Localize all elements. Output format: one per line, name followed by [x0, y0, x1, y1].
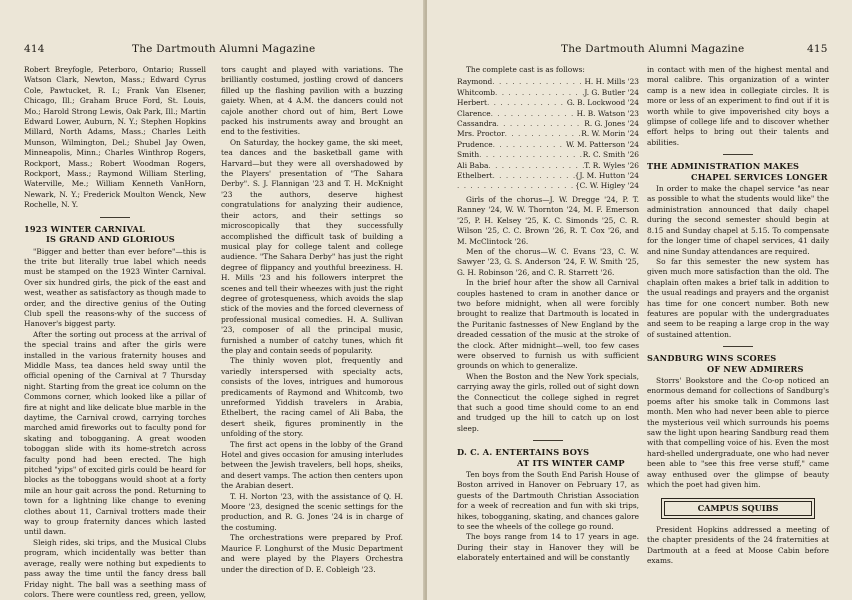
cast-list	[457, 77, 639, 191]
right-column-1	[457, 65, 639, 564]
cast-actor: T. R. Wyles '26	[584, 160, 639, 170]
carnival-paragraph: In the brief hour after the show all Carnival couples hastened to cram in another dance or two before midnight, when all were forcibly brought to realize that Dartmouth is located in the Puritanic fastnesses of New England by the dreaded cessation of the music at the stroke of the clock. After midnight—well, too few cases were observed to furnish us with sufficient grounds on which to generalize.	[457, 278, 639, 371]
cast-role: Raymond	[457, 77, 493, 87]
sandburg-heading-line2: OF NEW ADMIRERS	[707, 363, 804, 374]
right-page	[427, 0, 852, 600]
left-column-2	[221, 65, 403, 575]
cast-role: Cassandra	[457, 119, 497, 129]
cast-role: Whitcomb	[457, 87, 496, 97]
dca-heading	[457, 447, 639, 468]
cast-actor: J. G. Butler '24	[584, 87, 639, 97]
dca-heading-line1: D. C. A. ENTERTAINS BOYS	[457, 447, 590, 458]
carnival-heading	[24, 224, 206, 245]
sandburg-heading	[647, 353, 829, 374]
section-divider	[723, 346, 753, 347]
sandburg-heading-line1: SANDBURG WINS SCORES	[647, 353, 777, 364]
cast-row	[457, 150, 639, 160]
cast-intro: The complete cast is as follows:	[466, 65, 585, 74]
cast-row	[457, 181, 639, 191]
cast-actor: R. G. Jones '24	[584, 119, 639, 129]
cast-row	[457, 161, 639, 171]
cast-actor: R. C. Smith '26	[582, 150, 639, 160]
carnival-heading-line1: 1923 WINTER CARNIVAL	[24, 223, 145, 234]
carnival-paragraph: The thinly woven plot, frequently and variedly interspersed with specialty acts, consists of the loves, intrigues and humorous predicaments of Raymond and Whitcomb, two unreformed Yiddish travelers in Arabia, Ethelbert, the racing camel of Ali Baba, the desert sheik, figures prominently in the unfolding of the story.	[221, 356, 403, 439]
cast-role: Prudence	[457, 139, 493, 149]
names-list-continuation: Robert Breyfogle, Peterboro, Ontario; Russell Watson Clark, Newton, Mass.; Edward Cyrus Cole, Pawtucket, R. I.; Frank Van Elsener, Chicago, Ill.; Graham Bruce Ford, St. Louis, Mo.; Harold Strong Lewis, Oak Park, Ill.; Martin Edward Lower, Auburn, N. Y.; Stephen Hopkins Millard, North Adams, Mass.; Charles Leith Munson, Wilmington, Del.; Shubel Jay Owen, Minneapolis, Minn.; Charles Winthrop Rogers, Rockport, Mass.; Robert Woodman Rogers, Rockport, Mass.; Raymond William Sterling, Waterville, Me.; William Kenneth VanHorn, Newark, N. Y.; Frederick Moulton Wenck, New Rochelle, N. Y.	[24, 65, 206, 210]
cast-row	[457, 109, 639, 119]
right-column-2	[647, 65, 829, 566]
carnival-paragraph: "Bigger and better than ever before"—this is the trite but literally true label which needs must be stamped on the 1923 Winter Carnival. Over six hundred girls, the pick of the east and west, weather as satisfactory as though made to order, and the directive genius of the Outing Club spell the reasons-why of the success of Hanover's biggest party.	[24, 246, 206, 329]
section-divider	[100, 217, 130, 218]
squibs-paragraph: President Hopkins addressed a meeting of the chapter presidents of the 24 fraternities at Dartmouth at a feed at Moose Cabin before exams.	[647, 524, 829, 566]
cast-role: Clarence	[457, 108, 491, 118]
chorus-girls: Girls of the chorus—J. W. Dregge '24, P. T. Ranney '24, W. W. Thornton '24, M. F. Emerson '25, P. H. Kelsey '25, K. C. Simonds '25, C. R. Wilson '25, C. C. Brown '26, R. T. Cox '26, and M. McClintock '26.	[457, 194, 639, 246]
sandburg-paragraph: Storrs' Bookstore and the Co-op noticed an enormous demand for collections of Sandburg's poems after his smoke talk in Commons last month. Men who had never been able to pierce the mysterious veil which surrounds his poems saw the light upon hearing Sandburg read them with that compelling voice of his. Even the most hard-shelled undergraduate, one who had never been able to "see this free verse stuff," came away enthused over the glimpse of beauty which the poet had given him.	[647, 375, 829, 490]
carnival-paragraph: tors caught and played with variations. The brilliantly costumed, jostling crowd of dancers filled up the flashing pavilion with a buzzing gaiety. When, at 4 A.M. the dancers could not cajole another chord out of him, Bert Lowe packed his instruments away and brought an end to the festivities.	[221, 65, 403, 137]
cast-row	[457, 119, 639, 129]
admin-paragraph: So far this semester the new system has given much more satisfaction than the old. The chaplain often makes a brief talk in addition to the usual readings and prayers and the organist has time for one concert number. Both new features are popular with the undergraduates and seem to be reaping a large crop in the way of sustained attention.	[647, 256, 829, 339]
carnival-paragraph: Sleigh rides, ski trips, and the Musical Clubs program, which incidentally was better than average, really were nothing but expedients to pass away the time until the fancy dress ball Friday night. The ball was a seething mass of colors. There were countless red, green, yellow,	[24, 537, 206, 599]
cast-role: Herbert	[457, 98, 487, 108]
leader-dots	[492, 77, 584, 87]
right-page-number: 415	[807, 43, 828, 55]
cast-actor: {C. W. Higley '24	[574, 181, 639, 191]
cast-row	[457, 140, 639, 150]
left-page	[0, 0, 425, 600]
leader-dots	[492, 171, 574, 181]
cast-actor: H. B. Watson '23	[576, 108, 639, 118]
leader-dots	[488, 161, 584, 171]
admin-paragraph: In order to make the chapel service "as near as possible to what the students would like" the administration announced that daily chapel during the second semester should begin at 8.15 and Sunday chapel at 5.15. To compensate for the longer time of chapel services, 41 daily and nine Sunday attendances are required.	[647, 184, 829, 256]
carnival-paragraph: On Saturday, the hockey game, the ski meet, tea dances and the basketball game with Harvard—but they were all overshadowed by the Players' presentation of "The Sahara Derby". S. J. Flannigan '23 and T. H. McKnight '23 the authors, deserve highest congratulations for analyzing their audience, their actors, and their settings so microscopically that they successfully accomplished the difficult task of building a musical play for college talent and college audience. "The Sahara Derby" has just the right degree of flippancy and youthful breeziness. H. H. Mills '23 and his followers interpret the scenes and tell their wheezes with just the right degree of grotesqueness, which avoids the slap stick of the movies and the forced cleverness of professional musical comedies. H. A. Sullivan '23, composer of all the principal music, furnished a number of catchy tunes, which fit the play and contain seeds of popularity.	[221, 137, 403, 355]
dca-paragraph: in contact with men of the highest mental and moral calibre. This organization of a winter camp is a new idea in collegiate circles. It is more or less of an experiment to find out if it is worth while to give impoverished city boys a glimpse of college life and to discover whether effort helps to bring out their talents and abilities.	[647, 65, 829, 147]
cast-row	[457, 77, 639, 87]
leader-dots	[457, 181, 575, 191]
leader-dots	[495, 88, 584, 98]
cast-row	[457, 98, 639, 108]
dca-paragraph: The boys range from 14 to 17 years in age. During their stay in Hanover they will be elaborately entertained and will be constantly	[457, 532, 639, 563]
admin-heading-line1: THE ADMINISTRATION MAKES	[647, 161, 800, 172]
left-page-number: 414	[24, 43, 45, 55]
admin-heading-line2: CHAPEL SERVICES LONGER	[691, 171, 828, 182]
carnival-paragraph: After the sorting out process at the arrival of the special trains and after the girls were installed in the various fraternity houses and Middle Mass, tea dances held sway until the official opening of the Carnival at 7 Thursday night. Starting from the great ice column on the Commons corner, which looked like a pillar of fire at night and like delicate blue marble in the daytime, the Carnival crowd, carrying torches marched amid fireworks out to faculty pond for skating and tobogganing. A great wooden toboggan slide with its home-stretch across faculty pond had been erected. The high pitched "yips" of excited girls could be heard for blocks as the toboggans would shoot at a forty mile an hour gait across the pond. Returning to town for a lightning like change to evening clothes about 11, Carnival trotters made their way to group fraternity dances which lasted until dawn.	[24, 329, 206, 537]
carnival-paragraph: T. H. Norton '23, with the assistance of Q. H. Moore '23, designed the scenic settings for the production, and R. G. Jones '24 is in charge of the costuming.	[221, 491, 403, 532]
carnival-paragraph: The orchestrations were prepared by Prof. Maurice F. Longhurst of the Music Department and were played by the Players Orchestra under the direction of D. E. Cobleigh '23.	[221, 533, 403, 574]
leader-dots	[493, 140, 566, 150]
leader-dots	[487, 98, 567, 108]
leader-dots	[505, 129, 582, 139]
left-column-1	[24, 65, 206, 600]
campus-squibs-heading: CAMPUS SQUIBS	[661, 498, 815, 518]
admin-heading	[647, 161, 829, 182]
chorus-men: Men of the chorus—W. C. Evans '23, C. W. Sawyer '23, G. S. Anderson '24, F. W. Smith '25, G. H. Robinson '26, and C. R. Starrett '26.	[457, 246, 639, 277]
leader-dots	[491, 109, 577, 119]
right-running-title: The Dartmouth Alumni Magazine	[561, 43, 745, 55]
carnival-heading-line2: IS GRAND AND GLORIOUS	[46, 234, 175, 245]
cast-row	[457, 88, 639, 98]
dca-paragraph: Ten boys from the South End Parish House of Boston arrived in Hanover on February 17, as guests of the Dartmouth Christian Association for a week of recreation and fun with ski trips, hikes, tobogganing, skating, and chances galore to see the wheels of the college go round.	[457, 470, 639, 532]
cast-actor: {J. M. Hutton '24	[574, 171, 639, 181]
cast-row	[457, 129, 639, 139]
carnival-paragraph: The first act opens in the lobby of the Grand Hotel and gives occasion for amusing interludes between the Jewish travelers, bell hops, sheiks, and desert vamps. The action then centers upon the Arabian desert.	[221, 439, 403, 491]
cast-role: Ali Baba	[457, 160, 489, 170]
cast-actor: R. W. Morin '24	[581, 129, 639, 139]
cast-actor: W. M. Patterson '24	[566, 139, 639, 149]
section-divider	[533, 440, 563, 441]
leader-dots	[496, 119, 584, 129]
cast-actor: G. B. Lockwood '24	[566, 98, 639, 108]
cast-role: Smith	[457, 150, 480, 160]
cast-role: Mrs. Proctor	[457, 129, 505, 139]
cast-row	[457, 171, 639, 181]
carnival-paragraph: When the Boston and the New York specials, carrying away the girls, rolled out of sight down the Connecticut the college sighed in regret that such a good time should come to an end and trudged up the hill to catch up on lost sleep.	[457, 371, 639, 433]
cast-actor: H. H. Mills '23	[584, 77, 639, 87]
leader-dots	[479, 150, 583, 160]
section-divider	[723, 154, 753, 155]
cast-role: Ethelbert	[457, 171, 493, 181]
dca-heading-line2: AT ITS WINTER CAMP	[517, 457, 625, 468]
left-running-title: The Dartmouth Alumni Magazine	[132, 43, 316, 55]
